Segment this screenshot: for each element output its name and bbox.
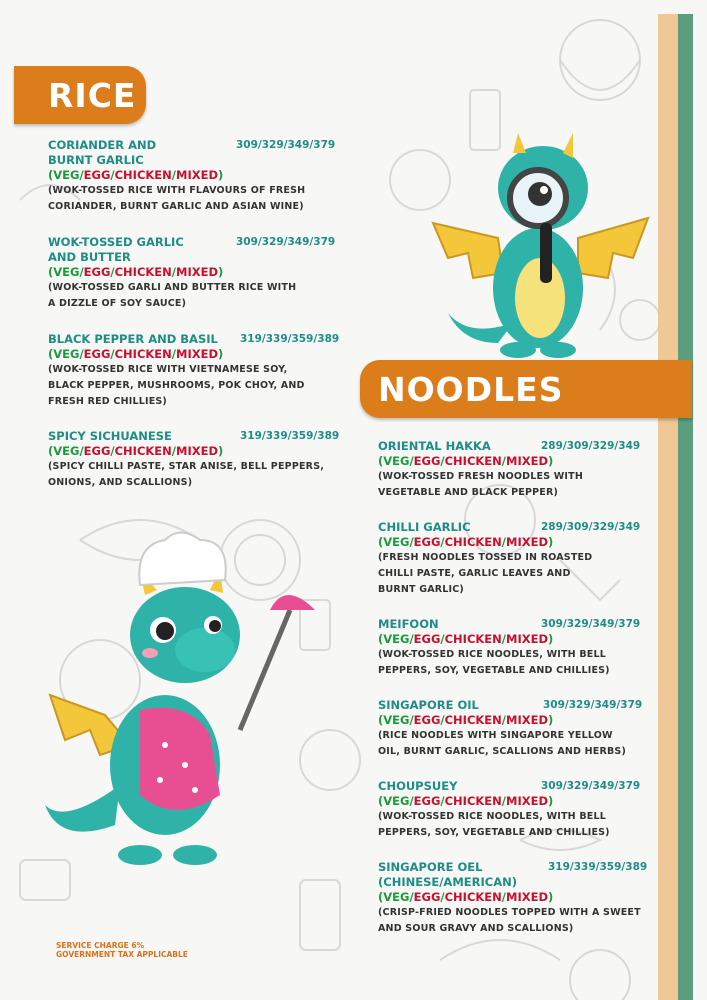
noodles-section-banner xyxy=(360,360,692,418)
item-description: FRESH RED CHILLIES) xyxy=(48,396,167,407)
item-options: (VEG/EGG/CHICKEN/MIXED) xyxy=(378,454,554,468)
item-price: 319/339/359/389 xyxy=(240,430,340,442)
item-name: SINGAPORE OEL xyxy=(378,860,483,874)
item-options: (VEG/EGG/CHICKEN/MIXED) xyxy=(378,535,554,549)
right-border-green-stripe xyxy=(678,14,693,1000)
item-name: MEIFOON xyxy=(378,617,439,631)
dragon-chef-illustration xyxy=(45,525,335,870)
item-name: BURNT GARLIC xyxy=(48,153,144,167)
menu-item-choupsuey xyxy=(378,779,648,841)
item-name: SINGAPORE OIL xyxy=(378,698,479,712)
item-price: 309/329/349/379 xyxy=(543,699,643,711)
item-options: (VEG/EGG/CHICKEN/MIXED) xyxy=(48,265,224,279)
item-name: CHOUPSUEY xyxy=(378,779,458,793)
item-name: CHILLI GARLIC xyxy=(378,520,471,534)
item-description: AND SOUR GRAVY AND SCALLIONS) xyxy=(378,923,574,934)
item-price: 309/329/349/379 xyxy=(541,618,641,630)
item-name: (CHINESE/AMERICAN) xyxy=(378,875,517,889)
item-options: (VEG/EGG/CHICKEN/MIXED) xyxy=(378,890,554,904)
item-name: AND BUTTER xyxy=(48,250,131,264)
rice-section-title: RICE xyxy=(48,75,137,115)
item-options: (VEG/EGG/CHICKEN/MIXED) xyxy=(48,168,224,182)
menu-item-meifoon xyxy=(378,617,648,679)
item-description: (WOK-TOSSED FRESH NOODLES WITH xyxy=(378,471,583,482)
item-description: PEPPERS, SOY, VEGETABLE AND CHILLIES) xyxy=(378,827,610,838)
menu-item-singapore-oel xyxy=(378,860,648,937)
item-price: 319/339/359/389 xyxy=(240,333,340,345)
right-border-peach-stripe xyxy=(658,14,678,1000)
item-options: (VEG/EGG/CHICKEN/MIXED) xyxy=(378,794,554,808)
item-name: WOK-TOSSED GARLIC xyxy=(48,235,184,249)
item-options: (VEG/EGG/CHICKEN/MIXED) xyxy=(378,713,554,727)
noodles-section-title: NOODLES xyxy=(378,369,564,409)
item-price: 309/329/349/379 xyxy=(541,780,641,792)
service-charge-note: SERVICE CHARGE 6% xyxy=(56,941,145,950)
item-options: (VEG/EGG/CHICKEN/MIXED) xyxy=(378,632,554,646)
item-description: (FRESH NOODLES TOSSED IN ROASTED xyxy=(378,552,593,563)
item-description: (SPICY CHILLI PASTE, STAR ANISE, BELL PEPPERS, xyxy=(48,461,325,472)
item-options: (VEG/EGG/CHICKEN/MIXED) xyxy=(48,347,224,361)
item-description: (WOK-TOSSED RICE NOODLES, WITH BELL xyxy=(378,649,606,660)
item-price: 309/329/349/379 xyxy=(236,139,336,151)
item-description: (CRISP-FRIED NOODLES TOPPED WITH A SWEET xyxy=(378,907,641,918)
item-description: ONIONS, AND SCALLIONS) xyxy=(48,477,193,488)
item-name: CORIANDER AND xyxy=(48,138,157,152)
item-description: A DIZZLE OF SOY SAUCE) xyxy=(48,298,187,309)
menu-item-black-pepper-basil xyxy=(48,332,348,410)
dragon-magnifier-illustration xyxy=(428,128,653,360)
menu-item-singapore-oil xyxy=(378,698,648,760)
item-description: (WOK-TOSSED RICE WITH VIETNAMESE SOY, xyxy=(48,364,288,375)
item-description: (WOK-TOSSED GARLI AND BUTTER RICE WITH xyxy=(48,282,297,293)
footer-note xyxy=(56,941,188,959)
item-description: (WOK-TOSSED RICE WITH FLAVOURS OF FRESH xyxy=(48,185,306,196)
rice-section-banner xyxy=(14,66,146,124)
item-price: 289/309/329/349 xyxy=(541,521,641,533)
item-name: SPICY SICHUANESE xyxy=(48,429,172,443)
item-description: BLACK PEPPER, MUSHROOMS, POK CHOY, AND xyxy=(48,380,305,391)
item-options: (VEG/EGG/CHICKEN/MIXED) xyxy=(48,444,224,458)
item-price: 309/329/349/379 xyxy=(236,236,336,248)
item-description: BURNT GARLIC) xyxy=(378,584,464,595)
menu-item-wok-tossed-garlic-butter xyxy=(48,235,348,312)
item-description: VEGETABLE AND BLACK PEPPER) xyxy=(378,487,559,498)
item-description: CORIANDER, BURNT GARLIC AND ASIAN WINE) xyxy=(48,201,304,212)
item-price: 289/309/329/349 xyxy=(541,440,641,452)
item-description: CHILLI PASTE, GARLIC LEAVES AND xyxy=(378,568,571,579)
menu-item-coriander-burnt-garlic xyxy=(48,138,348,215)
item-description: OIL, BURNT GARLIC, SCALLIONS AND HERBS) xyxy=(378,746,626,757)
item-price: 319/339/359/389 xyxy=(548,861,648,873)
tax-note: GOVERNMENT TAX APPLICABLE xyxy=(56,950,188,959)
item-name: ORIENTAL HAKKA xyxy=(378,439,491,453)
item-name: BLACK PEPPER AND BASIL xyxy=(48,332,218,346)
item-description: (RICE NOODLES WITH SINGAPORE YELLOW xyxy=(378,730,613,741)
item-description: PEPPERS, SOY, VEGETABLE AND CHILLIES) xyxy=(378,665,610,676)
menu-item-oriental-hakka xyxy=(378,439,648,501)
item-description: (WOK-TOSSED RICE NOODLES, WITH BELL xyxy=(378,811,606,822)
menu-item-spicy-sichuanese xyxy=(48,429,348,491)
menu-item-chilli-garlic xyxy=(378,520,648,598)
